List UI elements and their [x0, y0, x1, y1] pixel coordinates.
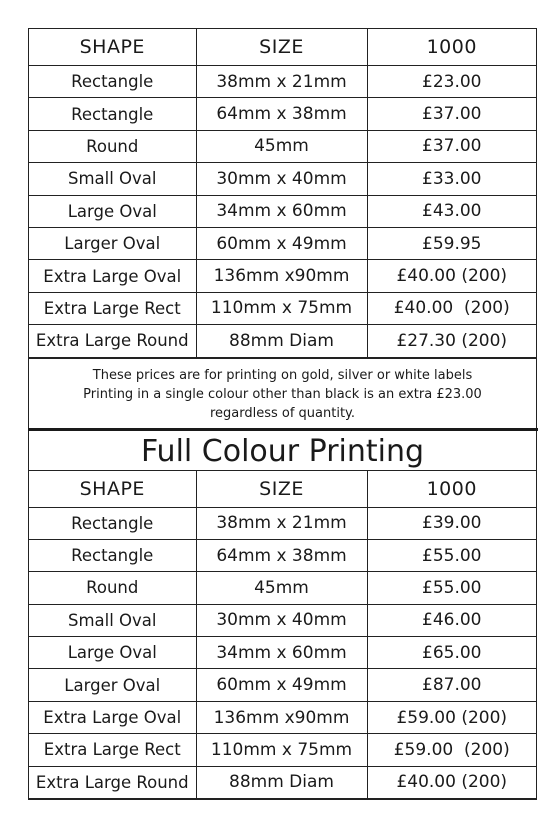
size-cell: 38mm x 21mm: [196, 66, 367, 98]
header-quantity: 1000: [367, 471, 536, 508]
shape-cell: Round: [29, 130, 196, 162]
size-cell: 110mm x 75mm: [196, 734, 367, 766]
table-row: [29, 66, 536, 98]
note-line-3: regardless of quantity.: [209, 405, 356, 421]
size-cell: 30mm x 40mm: [196, 604, 367, 636]
table-row: [29, 195, 536, 227]
price-table-standard: [29, 29, 536, 358]
price-cell: £37.00: [367, 98, 536, 130]
price-table-full-colour: [29, 471, 536, 800]
price-cell: £33.00: [367, 163, 536, 195]
table-row: [29, 227, 536, 259]
size-cell: 136mm x90mm: [196, 260, 367, 292]
size-cell: 88mm Diam: [196, 766, 367, 798]
shape-cell: Extra Large Round: [29, 325, 196, 357]
price-cell: £39.00: [367, 507, 536, 539]
section-title-full-colour: Full Colour Printing: [29, 431, 536, 471]
price-cell: £87.00: [367, 669, 536, 701]
header-shape: SHAPE: [29, 29, 196, 66]
price-cell: £59.00 (200): [367, 701, 536, 733]
header-size: SIZE: [196, 29, 367, 66]
note-line-2: Printing in a single colour other than black is an extra £23.00: [83, 386, 482, 402]
table-row: [29, 701, 536, 733]
price-cell: £55.00: [367, 539, 536, 571]
pricing-note: [29, 358, 536, 428]
price-cell: £23.00: [367, 66, 536, 98]
price-cell: £65.00: [367, 637, 536, 669]
table-header-row: [29, 29, 536, 66]
table-row: [29, 163, 536, 195]
shape-cell: Rectangle: [29, 507, 196, 539]
shape-cell: Extra Large Round: [29, 766, 196, 798]
shape-cell: Rectangle: [29, 66, 196, 98]
shape-cell: Larger Oval: [29, 669, 196, 701]
size-cell: 64mm x 38mm: [196, 98, 367, 130]
size-cell: 45mm: [196, 572, 367, 604]
table-row: [29, 130, 536, 162]
table-row: [29, 572, 536, 604]
shape-cell: Small Oval: [29, 163, 196, 195]
table-row: [29, 669, 536, 701]
size-cell: 34mm x 60mm: [196, 637, 367, 669]
shape-cell: Small Oval: [29, 604, 196, 636]
price-cell: £46.00: [367, 604, 536, 636]
note-line-1: These prices are for printing on gold, silver or white labels: [92, 367, 473, 383]
table-row: [29, 766, 536, 798]
shape-cell: Extra Large Oval: [29, 701, 196, 733]
price-cell: £43.00: [367, 195, 536, 227]
size-cell: 64mm x 38mm: [196, 539, 367, 571]
shape-cell: Extra Large Rect: [29, 734, 196, 766]
header-shape: SHAPE: [29, 471, 196, 508]
shape-cell: Extra Large Oval: [29, 260, 196, 292]
price-cell: £37.00: [367, 130, 536, 162]
size-cell: 30mm x 40mm: [196, 163, 367, 195]
shape-cell: Extra Large Rect: [29, 292, 196, 324]
price-cell: £40.00 (200): [367, 766, 536, 798]
shape-cell: Round: [29, 572, 196, 604]
price-cell: £59.00 (200): [367, 734, 536, 766]
size-cell: 34mm x 60mm: [196, 195, 367, 227]
table-row: [29, 507, 536, 539]
price-sheet: [28, 28, 537, 800]
table-header-row: [29, 471, 536, 508]
shape-cell: Large Oval: [29, 637, 196, 669]
size-cell: 88mm Diam: [196, 325, 367, 357]
size-cell: 110mm x 75mm: [196, 292, 367, 324]
shape-cell: Rectangle: [29, 98, 196, 130]
price-cell: £40.00 (200): [367, 260, 536, 292]
table-row: [29, 734, 536, 766]
shape-cell: Larger Oval: [29, 227, 196, 259]
shape-cell: Large Oval: [29, 195, 196, 227]
size-cell: 38mm x 21mm: [196, 507, 367, 539]
header-size: SIZE: [196, 471, 367, 508]
price-cell: £55.00: [367, 572, 536, 604]
size-cell: 60mm x 49mm: [196, 669, 367, 701]
price-cell: £40.00 (200): [367, 292, 536, 324]
table-row: [29, 637, 536, 669]
table-row: [29, 260, 536, 292]
size-cell: 60mm x 49mm: [196, 227, 367, 259]
header-quantity: 1000: [367, 29, 536, 66]
size-cell: 136mm x90mm: [196, 701, 367, 733]
shape-cell: Rectangle: [29, 539, 196, 571]
table-row: [29, 98, 536, 130]
price-cell: £59.95: [367, 227, 536, 259]
table-row: [29, 292, 536, 324]
table-row: [29, 539, 536, 571]
price-cell: £27.30 (200): [367, 325, 536, 357]
table-row: [29, 604, 536, 636]
size-cell: 45mm: [196, 130, 367, 162]
table-row: [29, 325, 536, 357]
